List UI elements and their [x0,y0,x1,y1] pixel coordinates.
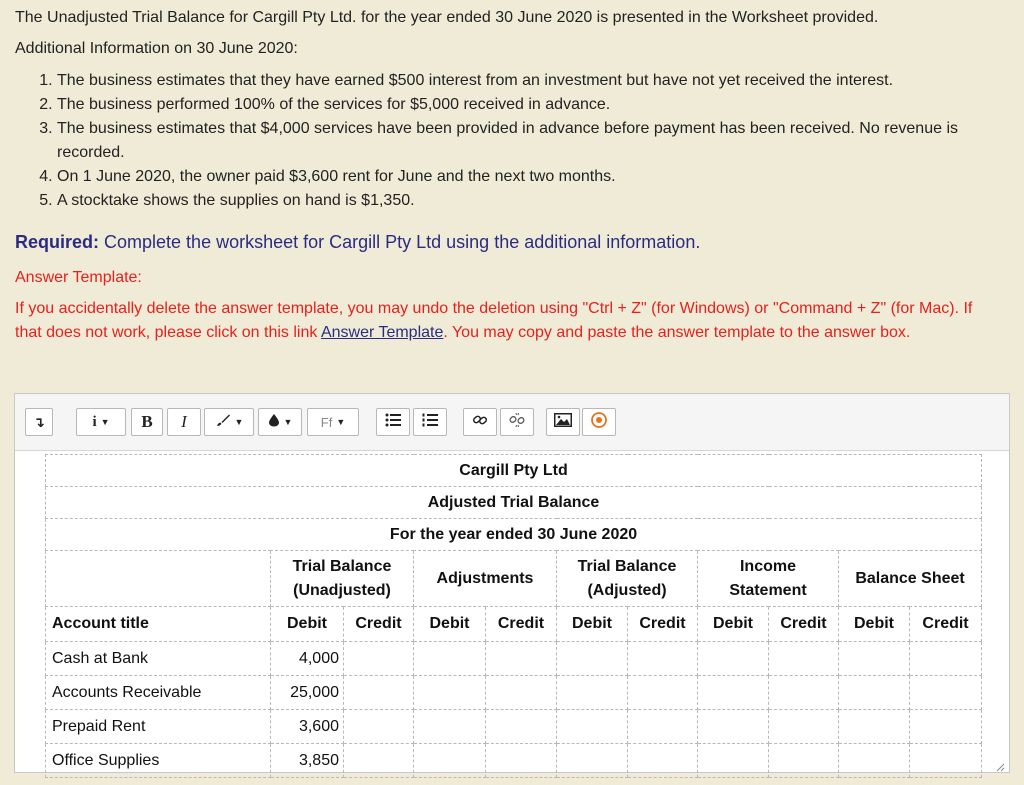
editor-toolbar [15,394,1009,451]
worksheet-title: Adjusted Trial Balance [46,487,982,519]
list-item: 3. The business estimates that $4,000 services have been provided in advance before payment has been received. No revenue is recorded. [57,117,1017,165]
insert-image-button[interactable] [546,408,580,436]
table-cell[interactable] [769,710,839,744]
table-cell[interactable] [698,676,769,710]
credit-header: Credit [344,607,414,642]
resize-grip-icon [995,762,1005,772]
text-color-dropdown-button[interactable] [258,408,302,436]
account-title-header: Account title [46,607,271,642]
table-cell[interactable] [486,744,557,778]
intro-text: The Unadjusted Trial Balance for Cargill Pty Ltd. for the year ended 30 June 2020 is presented in the Worksheet provided. [15,9,879,26]
record-icon [591,412,607,432]
unadjusted-debit-cell[interactable]: 3,850 [271,744,344,778]
image-icon [554,413,572,431]
table-cell[interactable] [769,642,839,676]
unadjusted-debit-cell[interactable]: 25,000 [271,676,344,710]
highlight-dropdown-button[interactable] [204,408,254,436]
worksheet-table [45,454,982,778]
table-cell[interactable] [628,676,698,710]
table-cell[interactable] [628,642,698,676]
table-cell[interactable] [414,710,486,744]
adjusted-trial-balance-header: Trial Balance (Adjusted) [557,551,698,607]
adjustments-header: Adjustments [414,551,557,607]
account-cell[interactable]: Cash at Bank [46,642,271,676]
table-cell[interactable] [344,710,414,744]
table-row [46,642,982,676]
unadjusted-debit-cell[interactable]: 4,000 [271,642,344,676]
credit-header: Credit [910,607,982,642]
brush-icon [215,412,231,432]
undo-note [15,297,1000,345]
answer-template-link[interactable]: Answer Template [320,324,444,341]
italic-button[interactable] [167,408,201,436]
account-cell[interactable]: Office Supplies [46,744,271,778]
table-cell[interactable] [910,676,982,710]
debit-header: Debit [414,607,486,642]
empty-header-cell [46,551,271,607]
required-text [15,230,700,254]
balance-sheet-header: Balance Sheet [839,551,982,607]
debit-header: Debit [839,607,910,642]
table-cell[interactable] [486,710,557,744]
table-cell[interactable] [839,744,910,778]
format-dropdown-button[interactable] [76,408,126,436]
bold-button[interactable] [131,408,163,436]
debit-header: Debit [271,607,344,642]
font-icon: Ff [320,414,333,430]
table-cell[interactable] [769,676,839,710]
worksheet-period: For the year ended 30 June 2020 [46,519,982,551]
droplet-icon [268,413,280,431]
debit-header: Debit [557,607,628,642]
bullet-list-icon [385,413,401,431]
table-cell[interactable] [344,642,414,676]
table-cell[interactable] [698,642,769,676]
table-cell[interactable] [698,744,769,778]
credit-header: Credit [486,607,557,642]
required-label: Required: [15,232,100,252]
resize-handle[interactable] [995,759,1005,769]
table-cell[interactable] [557,642,628,676]
answer-template-label: Answer Template: [15,269,142,286]
account-cell[interactable]: Prepaid Rent [46,710,271,744]
answer-editor[interactable] [14,393,1010,773]
record-media-button[interactable] [582,408,616,436]
unlink-icon [509,412,525,432]
unadjusted-debit-cell[interactable]: 3,600 [271,710,344,744]
undo-note-tail: . You may copy and paste the answer template to the answer box. [443,324,911,341]
list-item: 5. A stocktake shows the supplies on hand is $1,350. [57,189,1017,213]
table-cell[interactable] [769,744,839,778]
italic-icon: I [181,412,187,431]
chevron-down-icon: ▼ [336,417,346,427]
link-icon [472,412,488,432]
additional-info-heading: Additional Information on 30 June 2020: [15,40,298,57]
info-icon: i [92,413,97,430]
additional-info-list [15,69,1017,213]
table-cell[interactable] [344,676,414,710]
list-item: 1. The business estimates that they have earned $500 interest from an investment but have not yet received the interest. [57,69,1017,93]
table-cell[interactable] [414,642,486,676]
table-row [46,710,982,744]
table-cell[interactable] [557,710,628,744]
remove-link-button[interactable] [500,408,534,436]
table-cell[interactable] [414,676,486,710]
chevron-down-icon: ▼ [234,417,244,427]
table-cell[interactable] [344,744,414,778]
credit-header: Credit [769,607,839,642]
chevron-down-icon: ▼ [100,417,110,427]
table-cell[interactable] [486,676,557,710]
insert-link-button[interactable] [463,408,497,436]
table-cell[interactable] [839,710,910,744]
table-row [46,744,982,778]
table-cell[interactable] [839,642,910,676]
table-cell[interactable] [557,744,628,778]
numbered-list-icon [422,413,438,431]
table-cell[interactable] [628,744,698,778]
chevron-down-icon: ▼ [283,417,293,427]
collapse-toolbar-button[interactable] [25,408,53,436]
unadjusted-trial-balance-header: Trial Balance (Unadjusted) [271,551,414,607]
debit-header: Debit [698,607,769,642]
table-cell[interactable] [414,744,486,778]
table-cell[interactable] [628,710,698,744]
table-row [46,676,982,710]
table-cell[interactable] [839,676,910,710]
arrow-down-icon: ↴ [33,413,45,430]
undo-note-text: If you accidentally delete the answer template, you may undo the deletion using "Ctrl + Z" (for Windows) or "Command + Z" (for Mac). If that does not work, please click on this link [15,300,973,341]
table-cell[interactable] [910,710,982,744]
list-item: 2. The business performed 100% of the services for $5,000 received in advance. [57,93,1017,117]
bold-icon: B [141,412,153,431]
table-cell[interactable] [910,744,982,778]
account-cell[interactable]: Accounts Receivable [46,676,271,710]
table-cell[interactable] [910,642,982,676]
numbered-list-button[interactable] [413,408,447,436]
company-name: Cargill Pty Ltd [46,455,982,487]
table-cell[interactable] [557,676,628,710]
table-cell[interactable] [698,710,769,744]
editor-content[interactable] [45,454,981,778]
table-cell[interactable] [486,642,557,676]
list-item: 4. On 1 June 2020, the owner paid $3,600 rent for June and the next two months. [57,165,1017,189]
income-statement-header: Income Statement [698,551,839,607]
font-dropdown-button[interactable] [307,408,359,436]
bullet-list-button[interactable] [376,408,410,436]
credit-header: Credit [628,607,698,642]
required-body: Complete the worksheet for Cargill Pty Ltd using the additional information. [99,232,701,252]
